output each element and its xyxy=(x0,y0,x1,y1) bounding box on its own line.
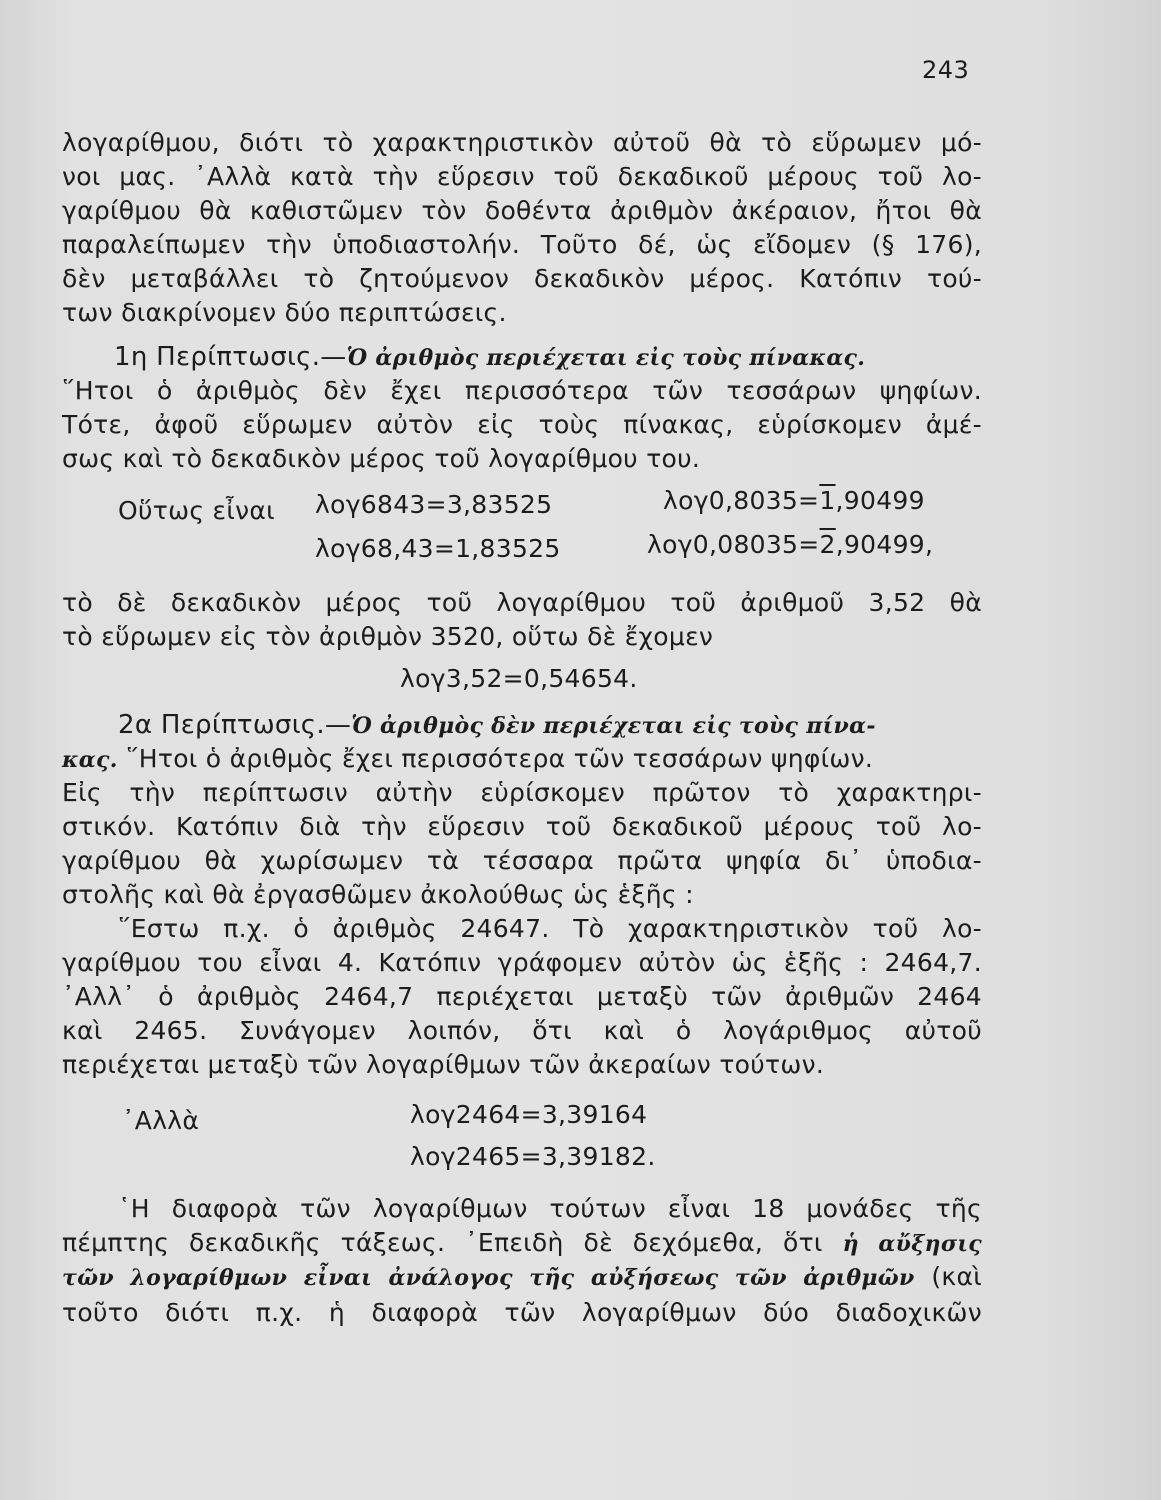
text-line: δὲν μεταβάλλει τὸ ζητούμενον δεκαδικὸν μέρος. Κατόπιν τού- xyxy=(62,264,982,293)
equation: λογ0,8035=1,90499 xyxy=(663,486,925,515)
case2-label: 2α Περίπτωσις.— xyxy=(118,710,352,740)
text-line: σως καὶ τὸ δεκαδικὸν μέρος τοῦ λογαρίθμου του. xyxy=(62,444,701,473)
text-line: γαρίθμου θὰ χωρίσωμεν τὰ τέσσαρα πρῶτα ψηφία δι᾿ ὑποδια- xyxy=(62,846,982,875)
text-line: πέμπτης δεκαδικῆς τάξεως. ᾿Επειδὴ δὲ δεχόμεθα, ὅτι ἡ αὔξησις xyxy=(62,1228,982,1257)
text-line: καὶ 2465. Συνάγομεν λοιπόν, ὅτι καὶ ὁ λογάριθμος αὐτοῦ xyxy=(62,1016,982,1045)
case2-heading xyxy=(118,710,982,741)
examples-intro: Οὕτως εἶναι xyxy=(118,496,275,525)
text-line: ᾿Αλλ᾿ ὁ ἀριθμὸς 2464,7 περιέχεται μεταξὺ τῶν ἀριθμῶν 2464 xyxy=(62,982,982,1011)
equation: λογ6843=3,83525 xyxy=(315,490,553,519)
case2-title: Ὁ ἀριθμὸς δὲν περιέχεται εἰς τοὺς πίνα- xyxy=(351,713,876,739)
text-line: ῞Εστω π.χ. ὁ ἀριθμὸς 24647. Τὸ χαρακτηριστικὸν τοῦ λο- xyxy=(118,914,982,943)
case1-title: Ὁ ἀριθμὸς περιέχεται εἰς τοὺς πίνακας. xyxy=(346,345,866,371)
alla-label: ᾿Αλλὰ xyxy=(122,1106,200,1135)
text-line: ῾Η διαφορὰ τῶν λογαρίθμων τούτων εἶναι 18 μονάδες τῆς xyxy=(118,1194,982,1223)
text-line: παραλείπωμεν τὴν ὑποδιαστολήν. Τοῦτο δέ, ὡς εἴδομεν (§ 176), xyxy=(62,230,982,259)
equation: λογ3,52=0,54654. xyxy=(400,664,638,693)
equation: λογ0,08035=2,90499, xyxy=(647,530,934,559)
equation: λογ2465=3,39182. xyxy=(410,1142,656,1171)
text-line: γαρίθμου του εἶναι 4. Κατόπιν γράφομεν αὐτὸν ὡς ἑξῆς : 2464,7. xyxy=(62,948,982,977)
text-line: τὸ εὕρωμεν εἰς τὸν ἀριθμὸν 3520, οὕτω δὲ ἔχομεν xyxy=(62,622,714,651)
text-line: λογαρίθμου, διότι τὸ χαρακτηριστικὸν αὐτοῦ θὰ τὸ εὕρωμεν μό- xyxy=(62,128,982,157)
text-line: τὸ δὲ δεκαδικὸν μέρος τοῦ λογαρίθμου τοῦ ἀριθμοῦ 3,52 θὰ xyxy=(62,588,982,617)
text-line: τοῦτο διότι π.χ. ἡ διαφορὰ τῶν λογαρίθμων δύο διαδοχικῶν xyxy=(62,1298,982,1327)
text-line: στικόν. Κατόπιν διὰ τὴν εὕρεσιν τοῦ δεκαδικοῦ μέρους τοῦ λο- xyxy=(62,812,982,841)
case1-label: 1η Περίπτωσις.— xyxy=(114,342,347,372)
text-line: ῞Ητοι ὁ ἀριθμὸς δὲν ἔχει περισσότερα τῶν τεσσάρων ψηφίων. xyxy=(62,376,982,405)
equation: λογ2464=3,39164 xyxy=(410,1100,648,1129)
case2-title-end: κας. xyxy=(62,747,118,773)
equation: λογ68,43=1,83525 xyxy=(315,534,561,563)
case1-heading xyxy=(114,342,982,373)
text-line: περιέχεται μεταξὺ τῶν λογαρίθμων τῶν ἀκεραίων τούτων. xyxy=(62,1050,825,1079)
text-line: γαρίθμου θὰ καθιστῶμεν τὸν δοθέντα ἀριθμὸν ἀκέραιον, ἤτοι θὰ xyxy=(62,196,982,225)
text-line: τῶν λογαρίθμων εἶναι ἀνάλογος τῆς αὐξήσεως τῶν ἀριθμῶν (καὶ xyxy=(62,1262,982,1291)
page-number: 243 xyxy=(922,56,970,84)
text-line: Τότε, ἀφοῦ εὕρωμεν αὐτὸν εἰς τοὺς πίνακας, εὑρίσκομεν ἀμέ- xyxy=(62,410,982,439)
text-line: νοι μας. ᾿Αλλὰ κατὰ τὴν εὕρεσιν τοῦ δεκαδικοῦ μέρους τοῦ λο- xyxy=(62,162,982,191)
text-line: των διακρίνομεν δύο περιπτώσεις. xyxy=(62,298,507,327)
text-line: κας. ῞Ητοι ὁ ἀριθμὸς ἔχει περισσότερα τῶν τεσσάρων ψηφίων. xyxy=(62,744,874,773)
text-line: στολῆς καὶ θὰ ἐργασθῶμεν ἀκολούθως ὡς ἑξῆς : xyxy=(62,880,694,909)
text-line: Εἰς τὴν περίπτωσιν αὐτὴν εὑρίσκομεν πρῶτον τὸ χαρακτηρι- xyxy=(62,778,982,807)
